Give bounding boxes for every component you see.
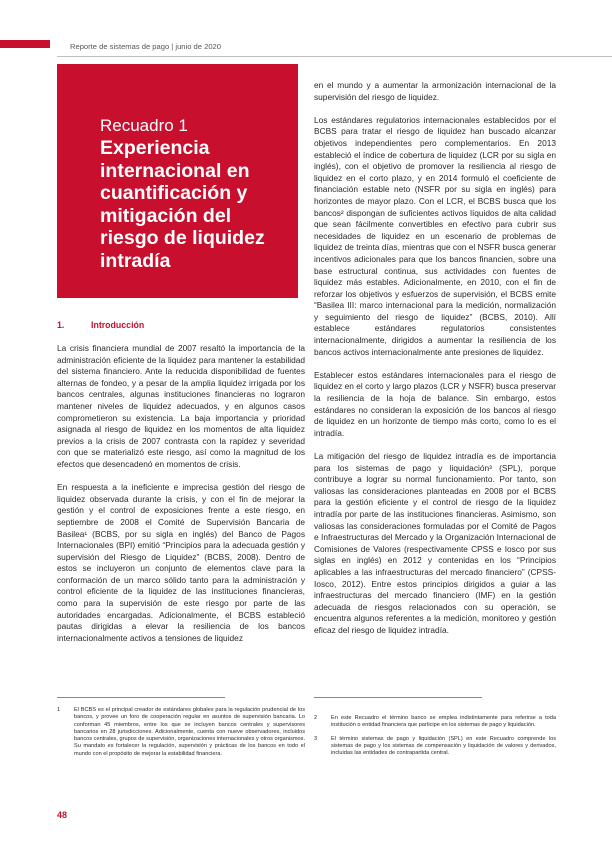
box-label: Recuadro 1: [100, 116, 188, 135]
footnote-text: En este Recuadro el término banco se emplea indistintamente para referirse a toda institución o entidad financiera que participe en los sistemas de pago y liquidación.: [331, 715, 556, 729]
body-paragraph: En respuesta a la ineficiente e imprecisa gestión del riesgo de liquidez observada durante la crisis, y con el fin de mejorar la gestión y el control de exposiciones frente a este riesgo, en septiembre de 2008 el Comité de Supervisión Bancaria de Basilea¹ (BCBS, por su sigla en inglés) del Banco de Pagos Internacionales (BPI) emitió “Principios para la adecuada gestión y supervisión del Riesgo de Liquidez” (BCBS, 2008). Dentro de estos se incluyeron un conjunto de elementos clave para la conformación de un marco sólido tanto para la administración y control eficiente de la liquidez de las instituciones financieras, como para la supervisión de este riesgo por parte de las autoridades encargadas. Adicionalmente, el BCBS estableció pautas dirigidas a elevar la resiliencia de los bancos internacionalmente activos a tensiones de liquidez: [57, 482, 305, 643]
footnote: [314, 736, 556, 758]
body-paragraph: La mitigación del riesgo de liquidez intradía es de importancia para los sistemas de pago y liquidación³ (SPL), porque contribuye a lograr su normal funcionamiento. Por tanto, son valiosas las consideraciones planteadas en 2008 por el BCBS para la gestión eficiente y el control de riesgo de la liquidez intradía por parte de las instituciones financieras. Asimismo, son valiosas las consideraciones formuladas por el Comité de Pagos e Infraestructuras del Mercado y la Organización Internacional de Comisiones de Valores (respectivamente CPSS e Iosco por sus siglas en inglés) en 2012 y contenidas en los “Principios aplicables a las infraestructuras del mercado financiero” (CPSS-Iosco, 2012). Entre estos principios dirigidos a guiar a las infraestructuras del mercado financiero (IMF) en la gestión adecuada de riesgos relacionados con su operación, se encuentra algunos referentes a la medición, monitoreo y gestión eficaz del riesgo de liquidez intradía.: [314, 451, 556, 635]
box-title-line: Experiencia: [100, 137, 210, 159]
running-header: Reporte de sistemas de pago | junio de 2020: [70, 42, 221, 51]
section-title: Introducción: [91, 320, 145, 330]
box-title-line: mitigación del: [100, 204, 232, 227]
footnote-number: 3: [314, 735, 318, 742]
header-rule: [57, 56, 612, 57]
footnote-text: El término sistemas de pago y liquidación (SPL) en este Recuadro comprende los sistemas de pago y los sistemas de compensación y liquidación de valores y derivados, incluidas las entidades de contrapartida central.: [331, 735, 556, 757]
box-title-line: intradía: [100, 249, 171, 272]
footnote: [57, 707, 305, 758]
box-title-line: internacional en: [100, 159, 250, 182]
page-number: 48: [57, 810, 68, 820]
section-number: 1.: [57, 320, 65, 330]
footnotes-left: [57, 707, 305, 764]
header-accent-bar: [0, 40, 50, 48]
right-column: [314, 80, 556, 648]
footnote-number: 2: [314, 715, 318, 721]
body-paragraph: en el mundo y a aumentar la armonización internacional de la supervisión del riesgo de liquidez.: [314, 80, 556, 102]
footnote-rule: [57, 697, 225, 698]
section-heading: [57, 320, 144, 330]
footnote: [314, 715, 556, 730]
left-column: [57, 343, 305, 656]
footnotes-right: [314, 715, 556, 763]
box-title-line: riesgo de liquidez: [100, 227, 265, 249]
body-paragraph: La crisis financiera mundial de 2007 resaltó la importancia de la administración eficiente de la liquidez para mantener la estabilidad del sistema financiero. Ante la reducida disponibilidad de fuentes alternas de fondeo, y a pesar de la amplia liquidez irrigada por los bancos centrales, algunas instituciones financieras no lograron mantener niveles de liquidez adecuados, y en algunos casos comprometieron su existencia. La baja importancia y prioridad asignada al riesgo de liquidez en los momentos de alta liquidez previos a la crisis de 2007 contrasta con la rapidez y severidad con que se materializó este riesgo, así como la magnitud de los efectos que desencadenó en momentos de crisis.: [57, 343, 305, 469]
body-paragraph: Establecer estos estándares internacionales para el riesgo de liquidez en el corto y largo plazos (LCR y NSFR) busca preservar la resiliencia de la hoja de balance. Sin embargo, estos estándares no consideran la exposición de los bancos al riesgo de liquidez en un horizonte de tiempo más corto, como lo es el intradía.: [314, 369, 556, 438]
footnote-text: El BCBS es el principal creador de estándares globales para la regulación prudencial de los bancos, y provee un foro de cooperación regular en asuntos de supervisión bancaria. Lo conforman 45 miembros, entre los que se incluyen bancos centrales y supervisores bancarios en 28 jurisdicciones. Adicionalmente, cuenta con nueve observadores, incluidos bancos centrales, grupos de supervisión, organizaciones internacionales y otros organismos. Su mandato es fortalecer la regulación, supervisión y prácticas de los bancos en todo el mundo con el propósito de mejorar la estabilidad financiera.: [74, 707, 305, 757]
footnote-rule: [314, 697, 482, 698]
box-title: [100, 137, 290, 272]
footnote-number: 1: [57, 707, 61, 713]
box-title-line: cuantificación y: [100, 182, 248, 204]
body-paragraph: Los estándares regulatorios internacionales establecidos por el BCBS para tratar el riesgo de liquidez han buscado alcanzar objetivos independientes pero complementarios. En 2013 estableció el índice de cobertura de liquidez (LCR por su sigla en inglés), con el objetivo de promover la resiliencia al riesgo de liquidez en el corto plazo, y en 2014 formuló el coeficiente de financiación estable neto (NSFR por su sigla en inglés) para horizontes de mayor plazo. Con el LCR, el BCBS busca que los bancos² dispongan de suficientes activos líquidos de alta calidad que sean fácilmente convertibles en efectivo para cubrir sus necesidades de liquidez en un escenario de problemas de liquidez de treinta días, mientras que con el NSFR busca generar incentivos adicionales para que los bancos financien, sobre una base estructural continua, sus actividades con fuentes de liquidez más estables. Adicionalmente, en 2010, con el fin de reforzar los objetivos y esfuerzos de supervisión, el BCBS emite “Basilea III: marco internacional para la medición, normalización y seguimiento del riesgo de liquidez” (BCBS, 2010). Allí establece estándares regulatorios consistentes internacionalmente, dirigidos a aumentar la resiliencia de los bancos activos internacionalmente ante presiones de liquidez.: [314, 114, 556, 357]
